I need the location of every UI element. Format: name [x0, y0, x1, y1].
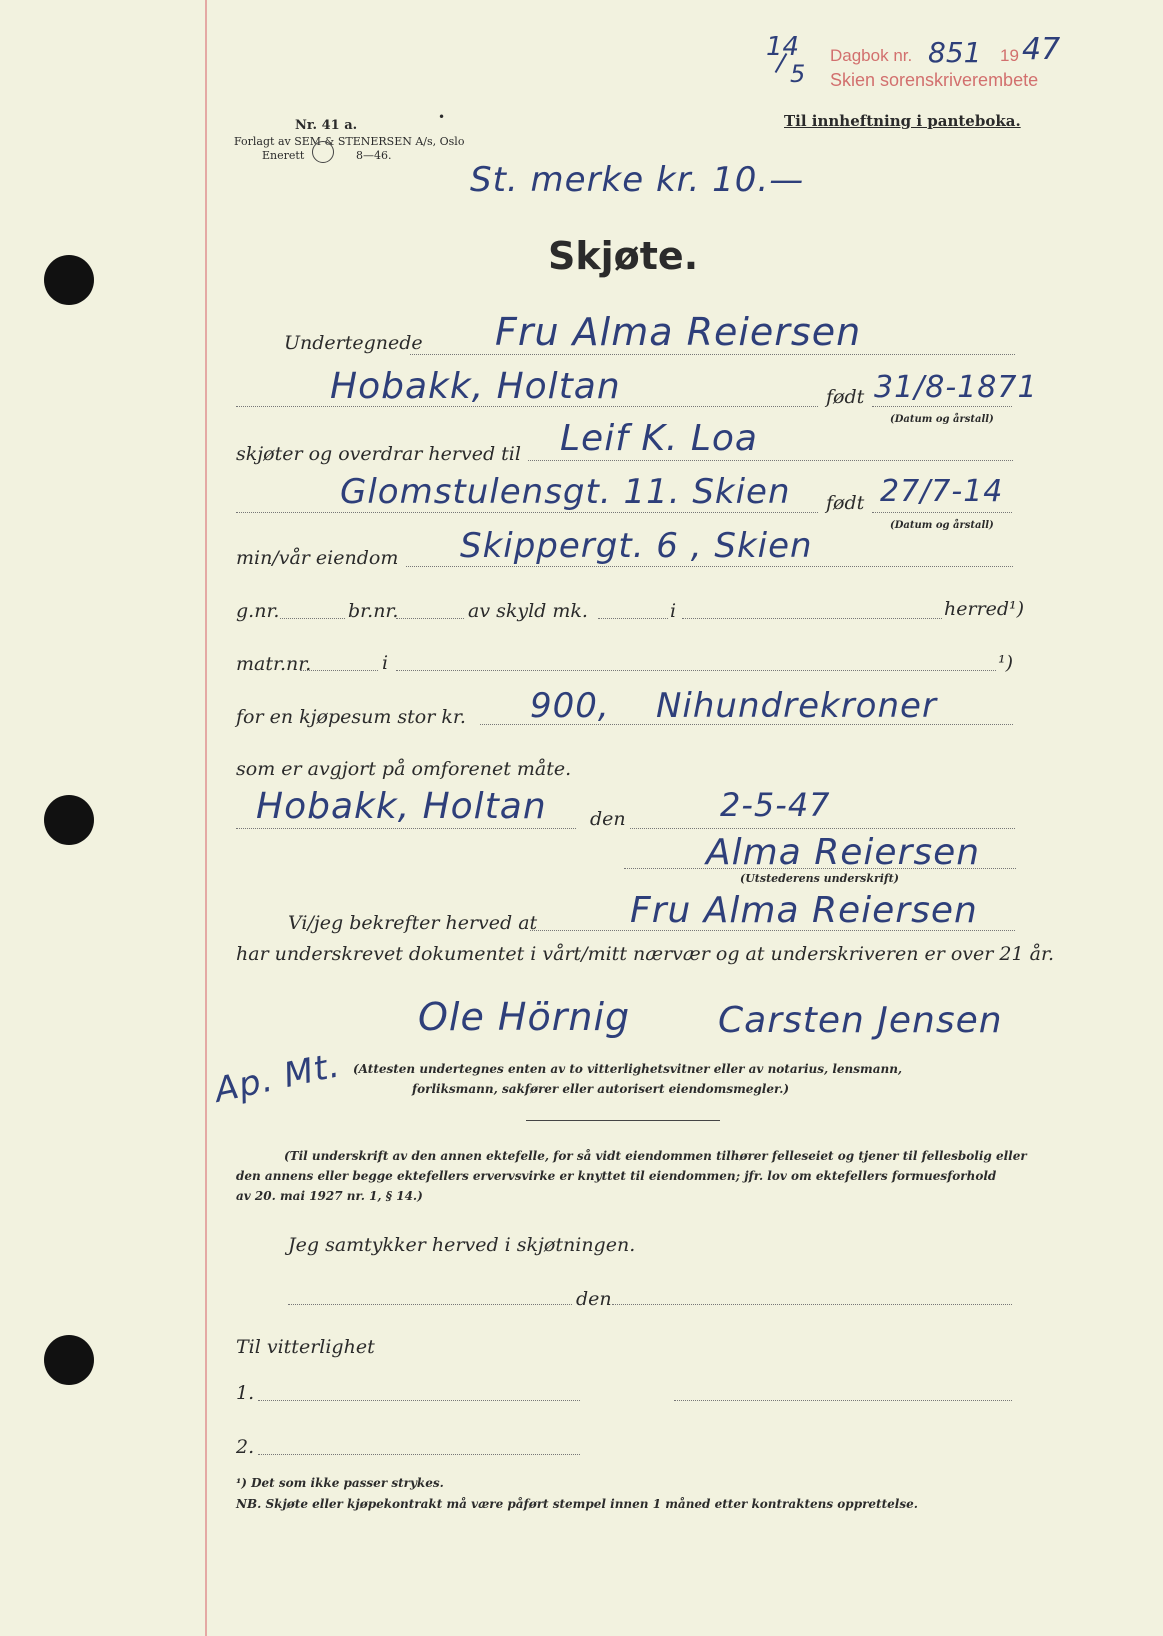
- bekrefter-label: Vi/jeg bekrefter herved at: [288, 912, 538, 934]
- witness-statement: har underskrevet dokumentet i vårt/mitt nærvær og at underskriveren er over 21 år.: [236, 943, 1054, 965]
- dotted-line: [236, 512, 818, 513]
- dotted-line: [236, 828, 576, 829]
- fodt-label: født: [826, 492, 865, 514]
- publisher-date: 8—46.: [356, 149, 392, 162]
- dotted-line: [872, 406, 1012, 407]
- dotted-line: [674, 1400, 1012, 1401]
- buyer-name: Leif K. Loa: [560, 418, 758, 459]
- buyer-birthdate: 27/7-14: [880, 474, 1004, 509]
- form-number: Nr. 41 a.: [295, 118, 358, 133]
- kjopesum-label: for en kjøpesum stor kr.: [236, 706, 466, 728]
- matr-label: matr.nr.: [236, 653, 312, 675]
- publisher-enerett: Enerett: [262, 149, 305, 162]
- stamp-dagbok-number: 851: [928, 36, 982, 69]
- stamp-year-written: 47: [1022, 32, 1061, 67]
- seller-address: Hobakk, Holtan: [330, 366, 621, 407]
- stamp-office: Skien sorenskriverembete: [830, 70, 1039, 90]
- insert-note: Til innheftning i panteboka.: [784, 112, 1021, 130]
- dotted-line: [258, 1454, 580, 1455]
- dotted-line: [612, 1304, 1012, 1305]
- margin-note: Ap. Mt.: [211, 1045, 344, 1111]
- margin-line: [205, 0, 207, 1636]
- stamp-year-printed: 19: [1000, 46, 1019, 65]
- herred-label: herred¹): [944, 598, 1025, 620]
- signing-date: 2-5-47: [720, 786, 831, 824]
- attest-note: (Attesten undertegnes enten av to vitterlighetsvitner eller av notarius, lensmann,: [353, 1062, 903, 1076]
- signing-place: Hobakk, Holtan: [256, 786, 547, 827]
- den-label: den: [590, 808, 626, 830]
- bullet-mark: •: [438, 110, 446, 124]
- seller-signature: Alma Reiersen: [706, 832, 981, 873]
- stamp-note-handwritten: St. merke kr. 10.—: [470, 160, 805, 200]
- dotted-line: [396, 670, 996, 671]
- witness-line-1-label: 1.: [236, 1382, 255, 1404]
- purchase-amount: 900,: [530, 686, 610, 726]
- avgjort-text: som er avgjort på omforenet måte.: [236, 758, 572, 780]
- punch-hole-icon: [44, 1335, 94, 1385]
- signature-note: (Utstederens underskrift): [740, 872, 899, 885]
- dotted-line: [280, 618, 345, 619]
- dotted-line: [410, 354, 1015, 355]
- gnr-label: g.nr.: [236, 600, 280, 622]
- datum-note: (Datum og årstall): [890, 414, 994, 425]
- stamp-dagbok-label: Dagbok nr.: [830, 46, 913, 65]
- document-title: Skjøte.: [548, 234, 699, 278]
- spouse-note: (Til underskrift av den annen ektefelle, for så vidt eiendommen tilhører felleseiet og tjener til fellesbolig eller: [284, 1149, 1027, 1163]
- publisher-seal-icon: [312, 141, 334, 163]
- skjoter-label: skjøter og overdrar herved til: [236, 443, 521, 465]
- dotted-line: [396, 618, 464, 619]
- seller-birthdate: 31/8-1871: [874, 370, 1038, 405]
- consent-text: Jeg samtykker herved i skjøtningen.: [288, 1234, 636, 1256]
- eiendom-label: min/vår eiendom: [236, 547, 399, 569]
- skyld-label: av skyld mk.: [468, 600, 588, 622]
- dotted-line: [288, 1304, 572, 1305]
- punch-hole-icon: [44, 795, 94, 845]
- punch-hole-icon: [44, 255, 94, 305]
- spouse-note: av 20. mai 1927 nr. 1, § 14.): [236, 1189, 423, 1203]
- property-address: Skippergt. 6 , Skien: [460, 526, 813, 566]
- witness-line-2-label: 2.: [236, 1436, 255, 1458]
- stamp-date-month: 5: [790, 60, 806, 88]
- brnr-label: br.nr.: [348, 600, 399, 622]
- buyer-address: Glomstulensgt. 11. Skien: [340, 472, 791, 512]
- witness-signature-2: Carsten Jensen: [718, 1000, 1003, 1041]
- datum-note: (Datum og årstall): [890, 520, 994, 531]
- dotted-line: [682, 618, 942, 619]
- fodt-label: født: [826, 386, 865, 408]
- matr-close: ¹): [998, 652, 1014, 674]
- witnessed-signer: Fru Alma Reiersen: [630, 890, 978, 931]
- publisher-line: Forlagt av SEM & STENERSEN A/s, Oslo: [234, 135, 465, 148]
- spouse-note: den annens eller begge ektefellers ervervsvirke er knyttet til eiendommen; jfr. lov om ektefellers formuesforhold: [236, 1169, 997, 1183]
- i-label: i: [670, 600, 677, 622]
- dotted-line: [630, 828, 1015, 829]
- vitterlighet-label: Til vitterlighet: [236, 1336, 375, 1358]
- undertegnede-label: Undertegnede: [284, 332, 423, 354]
- divider: [526, 1120, 720, 1121]
- witness-signature-1: Ole Hörnig: [418, 995, 631, 1039]
- dotted-line: [258, 1400, 580, 1401]
- matr-i-label: i: [382, 652, 389, 674]
- dotted-line: [528, 460, 1013, 461]
- dotted-line: [598, 618, 668, 619]
- footnote-1: ¹) Det som ikke passer strykes.: [236, 1476, 444, 1490]
- stamp-date-day: 14: [766, 32, 800, 62]
- purchase-amount-words: Nihundrekroner: [656, 686, 937, 726]
- dotted-line: [300, 670, 378, 671]
- dotted-line: [406, 566, 1013, 567]
- footnote-nb: NB. Skjøte eller kjøpekontrakt må være påført stempel innen 1 måned etter kontraktens opprettelse.: [236, 1497, 918, 1511]
- spouse-den-label: den: [576, 1288, 612, 1310]
- attest-note: forliksmann, sakfører eller autorisert eiendomsmegler.): [412, 1082, 790, 1096]
- dotted-line: [872, 512, 1012, 513]
- seller-name: Fru Alma Reiersen: [495, 310, 862, 354]
